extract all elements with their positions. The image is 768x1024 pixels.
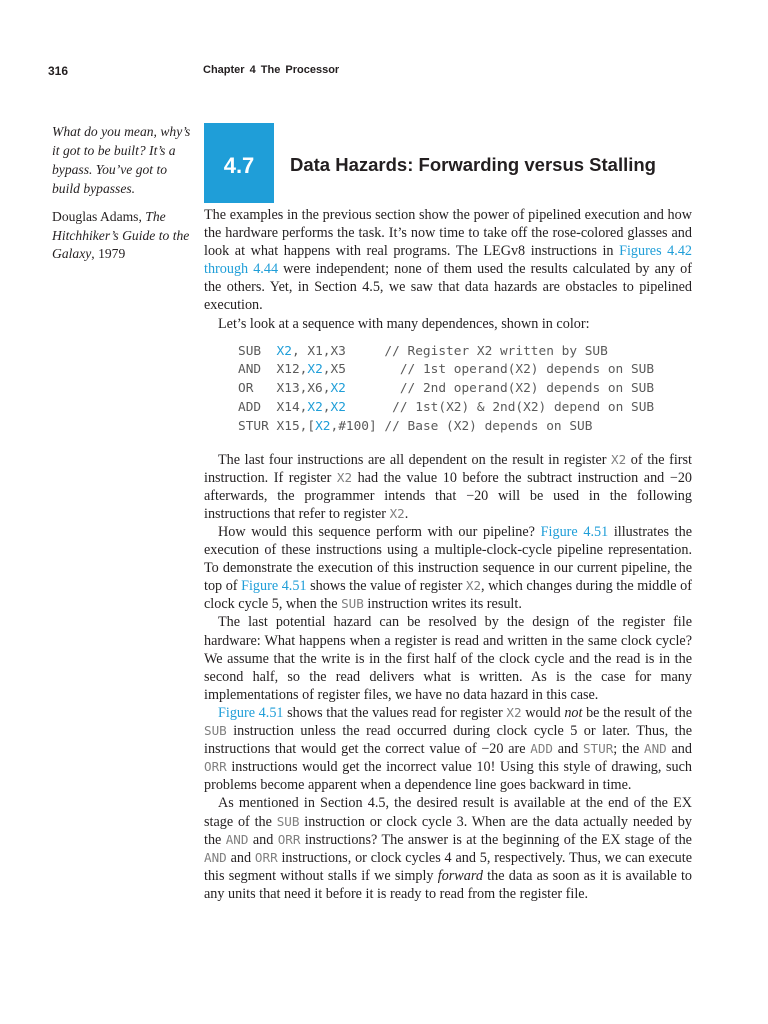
paragraph-2: Let’s look at a sequence with many dependences, shown in color:: [218, 315, 590, 332]
code-comment: // Register X2 written by SUB: [376, 343, 608, 359]
emphasis: forward: [437, 867, 483, 884]
running-head: Chapter 4 The Processor: [203, 64, 340, 76]
paragraph-6: [204, 704, 692, 794]
code-line: [238, 399, 692, 418]
text: be the result of the: [582, 704, 693, 721]
text: instructions? The answer is at the beginning of the EX stage of the: [300, 831, 692, 848]
inline-code: X2: [506, 704, 522, 720]
text: of the first instruction. If register: [204, 451, 692, 486]
code-reg-highlight: X2: [330, 381, 346, 397]
code-op: ADD: [238, 400, 277, 416]
code-operands: X14,: [276, 400, 308, 416]
text: ; the: [613, 741, 645, 758]
code-operands: [346, 400, 385, 415]
text: shows that the values read for register: [283, 704, 507, 721]
code-reg-highlight: X2: [307, 362, 323, 378]
inline-code: X2: [465, 578, 482, 594]
code-operands: X13,X6,: [276, 381, 331, 397]
text: the data as soon as it is available to any units that need it before it is ready to read from the register file.: [204, 867, 693, 902]
section-number: 4.7: [223, 153, 255, 178]
inline-code: ORR: [277, 831, 301, 847]
text: As mentioned in Section 4.5, the desired result is available at the end of the EX stage of the: [204, 795, 692, 830]
code-operands: X12,: [276, 362, 308, 378]
epigraph-year: , 1979: [91, 246, 126, 261]
inline-code: X2: [389, 505, 405, 521]
text: instructions, or clock cycles 4 and 5, respectively. Thus, we can execute this segment without stalls if we simply: [204, 849, 692, 884]
text: illustrates the execution of these instructions using a multiple-clock-cycle pipeline representation. To demonstrate the execution of this instruction sequence in our current pipeline, the top of: [204, 524, 693, 595]
paragraph-7: [204, 794, 692, 903]
text: , which changes during the middle of clock cycle 5, when the: [204, 578, 692, 613]
code-listing: [238, 343, 692, 437]
code-operands: , X1,X3: [291, 343, 377, 359]
inline-code: ORR: [254, 849, 278, 865]
code-comment: // 1st operand(X2) depends on SUB: [392, 362, 655, 378]
code-comment: // Base (X2) depends on SUB: [376, 418, 593, 434]
figure-link[interactable]: Figure 4.51: [218, 704, 284, 721]
epigraph-author: Douglas Adams,: [52, 209, 146, 224]
text: The examples in the previous section show the power of pipelined execution and how the hardware performs the task. It’s now time to take off the rose-colored glasses and look at what happens with real programs. The LEGv8 instructions in: [204, 207, 692, 260]
text: shows the value of register: [306, 578, 466, 595]
paragraph-1: [204, 206, 692, 315]
page-number: 316: [48, 64, 69, 78]
section-number-box: [204, 123, 274, 203]
inline-code: X2: [336, 469, 353, 485]
text: and: [248, 831, 278, 848]
code-line: [238, 343, 692, 362]
epigraph: [52, 122, 192, 264]
inline-code: ORR: [204, 759, 227, 775]
figure-link[interactable]: Figure 4.51: [540, 524, 609, 541]
inline-code: SUB: [276, 813, 300, 829]
epigraph-quote: What do you mean, why’s it got to be built? It’s a bypass. You’ve got to build bypasses.: [52, 124, 191, 196]
inline-code: ADD: [530, 741, 554, 757]
text: were independent; none of them used the results calculated by any of the others. Yet, in Section 4.5, we saw that data hazards are obstacles to pipelined execution.: [204, 261, 692, 314]
inline-code: AND: [644, 741, 667, 757]
text: The last four instructions are all dependent on the result in register: [218, 451, 612, 468]
text: instruction or clock cycle 3. When are the data actually needed by the: [204, 813, 692, 848]
body-text: [204, 206, 692, 903]
inline-code: X2: [611, 451, 627, 467]
code-line: [238, 361, 692, 380]
inline-code: AND: [204, 849, 227, 865]
code-operands: [346, 381, 392, 396]
text: would: [521, 704, 565, 721]
code-operands: ,X5: [322, 362, 393, 378]
code-op: OR: [238, 381, 277, 397]
figure-link[interactable]: Figures 4.42 through 4.44: [204, 243, 693, 278]
code-reg-highlight: X2: [315, 418, 331, 434]
code-operands: ,#100]: [330, 418, 377, 434]
code-line: [238, 418, 692, 437]
text: How would this sequence perform with our pipeline?: [218, 524, 541, 541]
section-title: Data Hazards: Forwarding versus Stalling: [290, 154, 656, 175]
code-operands: X15,[: [276, 418, 316, 434]
code-op: STUR: [238, 418, 277, 434]
code-reg-highlight: X2: [307, 400, 323, 416]
text: and: [666, 741, 692, 758]
text: instructions would get the incorrect value 10! Using this style of drawing, such problems become apparent when a dependence line goes backward in time.: [204, 759, 692, 794]
paragraph-3: [204, 451, 692, 523]
emphasis: not: [564, 704, 583, 721]
inline-code: SUB: [204, 723, 227, 739]
inline-code: AND: [225, 831, 249, 847]
text: and: [226, 849, 255, 866]
text: had the value 10 before the subtract instruction and −20 afterwards, the programmer intends that −20 will be used in the following instructions that refer to register: [204, 469, 693, 522]
inline-code: STUR: [582, 741, 614, 757]
code-comment: // 2nd operand(X2) depends on SUB: [392, 381, 655, 397]
paragraph-4: [204, 523, 692, 613]
code-comment: // 1st(X2) & 2nd(X2) depend on SUB: [384, 400, 655, 416]
figure-link[interactable]: Figure 4.51: [241, 578, 307, 595]
epigraph-work: The Hitchhiker’s Guide to the Galaxy: [52, 209, 190, 261]
code-line: [238, 380, 692, 399]
code-operands: ,: [322, 400, 331, 416]
code-op: AND: [238, 362, 277, 378]
text: instruction writes its result.: [363, 596, 522, 613]
inline-code: SUB: [341, 596, 364, 612]
epigraph-attribution: [52, 208, 192, 264]
text: and: [553, 741, 583, 758]
code-reg-highlight: X2: [276, 343, 292, 359]
paragraph-5: The last potential hazard can be resolved by the design of the register file hardware: What happens when a register is read and written in the same clock cycle? We assume that the write is in the first half of the clock cycle and the read is in the second half, so the read delivers what is written. As is the case for many implementations of register files, we have no data hazard in this case.: [204, 614, 692, 703]
code-reg-highlight: X2: [330, 400, 346, 416]
code-op: SUB: [238, 343, 277, 359]
text: instruction unless the read occurred during clock cycle 5 or later. Thus, the instructions that would get the correct value of −20 are: [204, 723, 692, 758]
text: .: [404, 505, 409, 522]
